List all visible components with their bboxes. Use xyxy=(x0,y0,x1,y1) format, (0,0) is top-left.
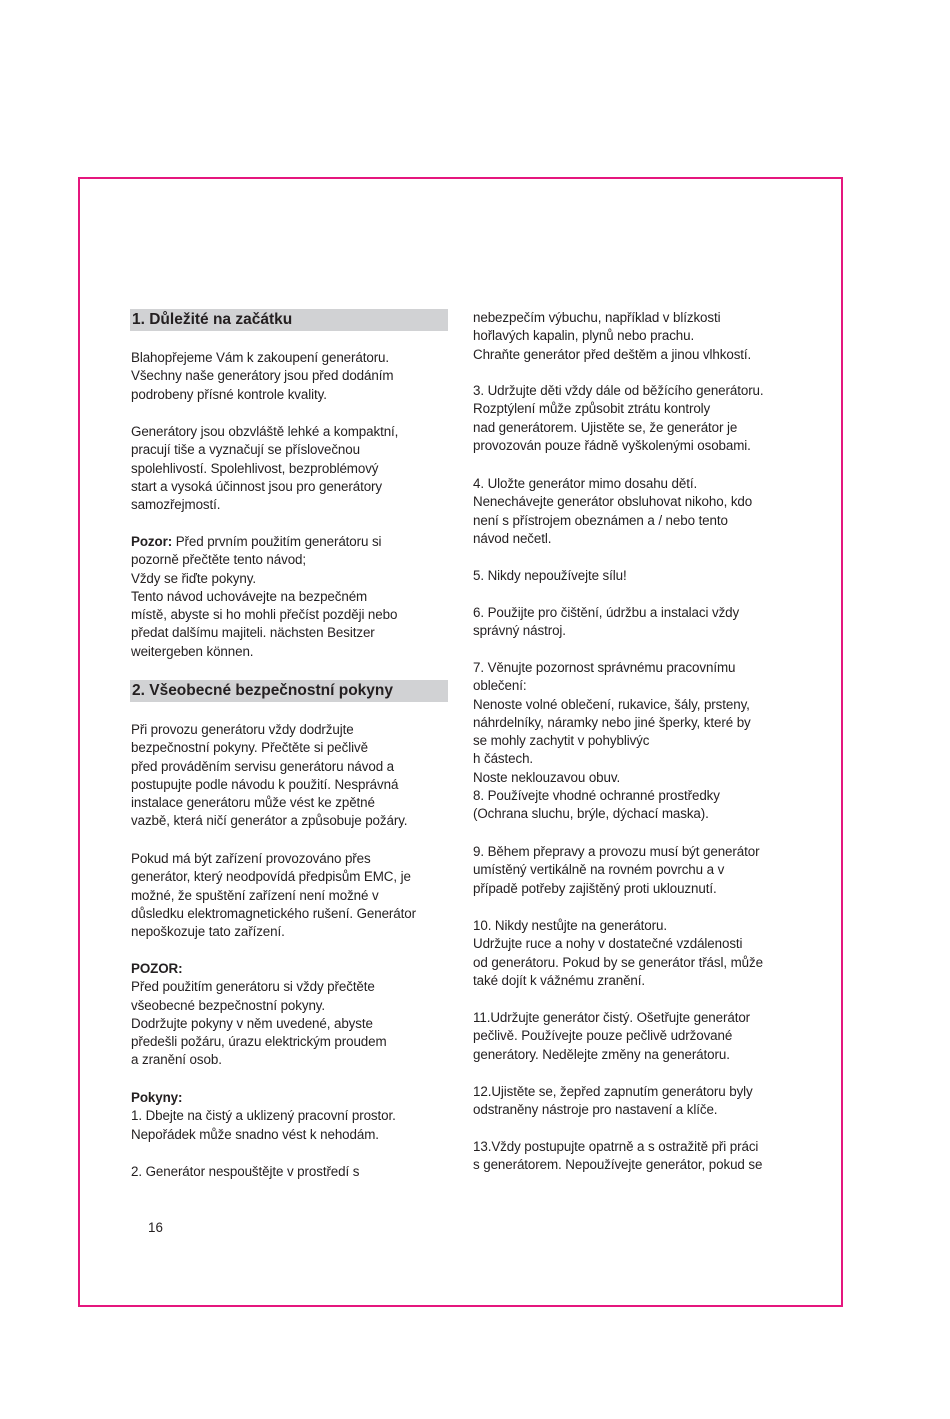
instruction-item-2 xyxy=(131,1163,359,1181)
section-1-heading: 1. Důležité na začátku xyxy=(130,309,448,331)
section-2-intro-text: Při provozu generátoru vždy dodržujte bezpečnostní pokyny. Přečtěte si pečlivě před prováděním servisu generátoru návod a postupujte podle návodu k použití. Nesprávná instalace generátoru může vést ke zpětné vazbě, která ničí generátor a způsobuje požáry. xyxy=(131,722,408,829)
section-2-intro xyxy=(131,721,407,831)
right-block-item-11: 11.Udržujte generátor čistý. Ošetřujte generátor pečlivě. Používejte pouze pečlivě udržované generátory. Nedělejte změny na generátoru. xyxy=(473,1010,751,1062)
section-2-emc-text: Pokud má být zařízení provozováno přes generátor, který neodpovídá předpisům EMC, je možné, že spuštění zařízení není možné v důsledku elektromagnetického rušení. Generátor nepoškozuje tato zařízení. xyxy=(131,851,416,940)
right-block-item-3: 3. Udržujte děti vždy dále od běžícího generátoru. Rozptýlení může způsobit ztrátu kontroly nad generátorem. Ujistěte se, že generátor je provozován pouze řádně vyškolenými osobami. xyxy=(473,383,764,453)
right-block-item-12: 12.Ujistěte se, žepřed zapnutím generátoru byly odstraněny nástroje pro nastavení a klíče. xyxy=(473,1084,753,1118)
section-1-features xyxy=(131,423,398,514)
instructions-label: Pokyny: xyxy=(131,1090,183,1105)
section-2-warning xyxy=(131,960,387,1070)
right-block-item-13: 13.Vždy postupujte opatrně a s ostražitě při práci s generátorem. Nepoužívejte generátor, pokud se xyxy=(473,1139,763,1173)
warning-text: Před použitím generátoru si vždy přečtěte všeobecné bezpečnostní pokyny. Dodržujte pokyny v něm uvedené, abyste předešli požáru, úrazu elektrickým proudem a zranění osob. xyxy=(131,979,387,1068)
right-block-item-6: 6. Použijte pro čištění, údržbu a instalaci vždy správný nástroj. xyxy=(473,605,740,639)
section-1-intro xyxy=(131,349,393,404)
note-text: Před prvním použitím generátoru si pozorně přečtěte tento návod; Vždy se řiďte pokyny. Tento návod uchovávejte na bezpečném místě, abyste si ho mohli přečíst později nebo předat dalšímu majiteli. nächsten Besitzer weitergeben können. xyxy=(131,534,398,659)
right-block-1: nebezpečím výbuchu, například v blízkosti hořlavých kapalin, plynů nebo prachu. Chraňte generátor před deštěm a jinou vlhkostí. xyxy=(473,310,752,362)
section-2-emc xyxy=(131,850,416,941)
section-1-features-text: Generátory jsou obzvláště lehké a kompaktní, pracují tiše a vyznačují se příslovečnou spolehlivostí. Spolehlivost, bezproblémový start a vysoká účinnost jsou pro generátory samozřejmostí. xyxy=(131,424,399,513)
warning-label: POZOR: xyxy=(131,961,183,976)
section-1-intro-text: Blahopřejeme Vám k zakoupení generátoru. Všechny naše generátory jsou před dodáním podrobeny přísné kontrole kvality. xyxy=(131,350,394,402)
instructions-text: 1. Dbejte na čistý a uklizený pracovní prostor. Nepořádek může snadno vést k nehodám. xyxy=(131,1108,396,1142)
section-1-note xyxy=(131,533,397,661)
section-2-instructions xyxy=(131,1089,396,1144)
section-2-heading: 2. Všeobecné bezpečnostní pokyny xyxy=(130,680,448,702)
right-block-item-4: 4. Uložte generátor mimo dosahu dětí. Nenechávejte generátor obsluhovat nikoho, kdo není s přístrojem obeznámen a / nebo tento návod nečetl. xyxy=(473,476,753,546)
page-number: 16 xyxy=(148,1220,163,1235)
instruction-item-2-text: 2. Generátor nespouštějte v prostředí s xyxy=(131,1164,360,1179)
note-label: Pozor: xyxy=(131,534,173,549)
right-block-item-10: 10. Nikdy nestůjte na generátoru. Udržujte ruce a nohy v dostatečné vzdálenosti od generátoru. Pokud by se generátor třásl, může také dojít k vážnému zranění. xyxy=(473,918,763,988)
right-block-item-9: 9. Během přepravy a provozu musí být generátor umístěný vertikálně na rovném povrchu a v případě potřeby zajištěný proti uklouznutí. xyxy=(473,844,760,896)
right-block-item-5: 5. Nikdy nepoužívejte sílu! xyxy=(473,568,627,583)
right-block-item-7-8: 7. Věnujte pozornost správnému pracovnímu oblečení: Nenoste volné oblečení, rukavice, šály, prsteny, náhrdelníky, náramky nebo jiné šperky, které by se mohly zachytit v pohyblivýc h částech. Noste neklouzavou obuv. 8. Používejte vhodné ochranné prostředky (Ochrana sluchu, brýle, dýchací maska). xyxy=(473,660,751,822)
